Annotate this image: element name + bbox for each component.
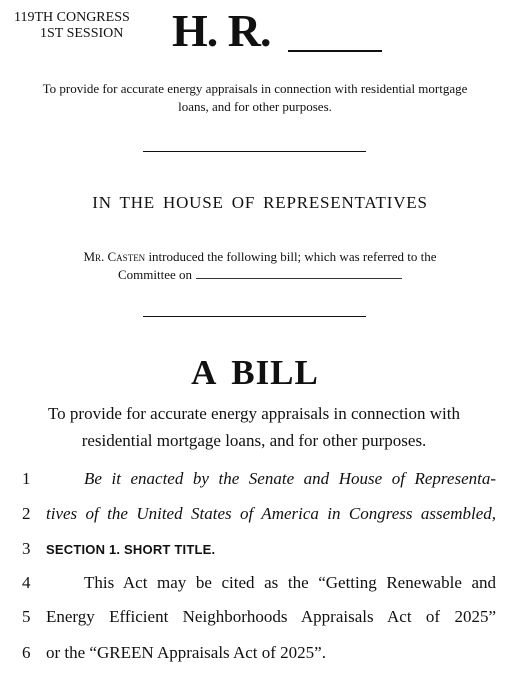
bill-heading: A BILL <box>191 353 319 392</box>
committee-blank <box>196 268 402 279</box>
sponsor-name: Mr. Casten <box>83 249 146 264</box>
line-text: tives of the United States of America in Congress assembled, <box>46 504 496 523</box>
bill-designation: H. R. <box>172 5 271 56</box>
divider-rule <box>143 316 366 317</box>
bill-line <box>0 503 520 537</box>
line-number: 6 <box>22 643 31 662</box>
line-text: Be it enacted by the Senate and House of Representa- <box>84 469 496 488</box>
bill-line <box>0 538 520 572</box>
divider-rule <box>143 151 366 152</box>
session-number: 1ST SESSION <box>40 26 124 41</box>
introduction-text <box>40 248 480 284</box>
line-text: This Act may be cited as the “Getting Renewable and <box>84 573 496 592</box>
line-number: 2 <box>22 504 31 523</box>
line-number: 5 <box>22 607 31 626</box>
introduction-body: introduced the following bill; which was referred to the <box>145 249 437 264</box>
line-number: 1 <box>22 469 31 488</box>
line-text: Energy Efficient Neighborhoods Appraisals Act of 2025” <box>46 607 496 626</box>
bill-line <box>0 468 520 502</box>
congress-number: 119TH CONGRESS <box>14 10 130 25</box>
bill-line <box>0 572 520 606</box>
line-number: 3 <box>22 539 31 558</box>
short-purpose: To provide for accurate energy appraisals in connection with residential mortgage loans, and for other purposes. <box>42 81 468 114</box>
line-text: or the “GREEN Appraisals Act of 2025”. <box>46 643 326 662</box>
chamber-heading: IN THE HOUSE OF REPRESENTATIVES <box>92 193 428 212</box>
bill-line <box>0 606 520 640</box>
line-number: 4 <box>22 573 31 592</box>
committee-label: Committee on <box>117 267 193 282</box>
section-heading: SECTION 1. SHORT TITLE. <box>46 542 216 557</box>
bill-line <box>0 642 520 676</box>
long-purpose: To provide for accurate energy appraisals in connection with residential mortgage loans, and for other purposes. <box>47 404 460 450</box>
bill-number-blank <box>288 50 382 52</box>
